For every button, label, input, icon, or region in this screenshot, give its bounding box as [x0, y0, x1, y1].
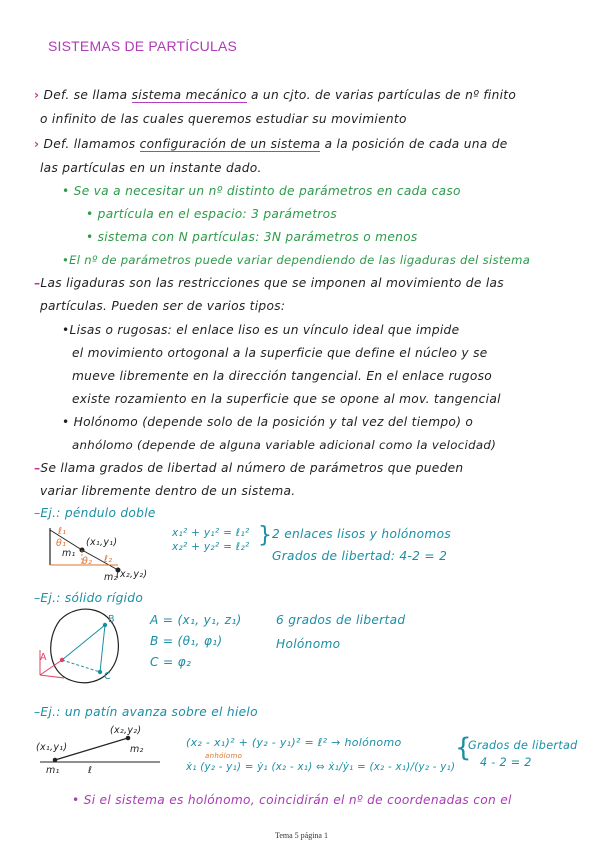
- term-sistema-mecanico: sistema mecánico: [131, 88, 247, 102]
- pendulo-label-theta1: θ₁: [56, 538, 67, 549]
- example-patin-heading: –Ej.: un patín avanza sobre el hielo: [34, 705, 258, 719]
- bullet-chevron: ›: [34, 88, 40, 102]
- patin-eq-anholomo: ẋ₁ (y₂ - y₁) = ẏ₁ (x₂ - x₁) ⇔ ẋ₁/ẏ₁ = (x₂ - x₁)/(y₂ - y₁): [186, 762, 456, 773]
- patin-eq-holonomo: (x₂ - x₁)² + (y₂ - y₁)² = ℓ² → holónomo: [186, 736, 402, 749]
- definition-sistema-mecanico-cont: o infinito de las cuales queremos estudiar su movimiento: [40, 112, 407, 126]
- paragraph-ligaduras-cont: partículas. Pueden ser de varios tipos:: [40, 299, 286, 313]
- patin-result-valor: 4 - 2 = 2: [480, 756, 532, 769]
- sub-bullet-ligaduras: •El nº de parámetros puede variar dependiendo de las ligaduras del sistema: [62, 253, 531, 267]
- term-configuracion: configuración de un sistema: [139, 137, 321, 151]
- sub-bullet-particula: • partícula en el espacio: 3 parámetros: [86, 207, 338, 221]
- ligadura-holonomo-2: anhólomo (depende de alguna variable adicional como la velocidad): [72, 438, 497, 452]
- pendulo-result-grados: Grados de libertad: 4-2 = 2: [272, 549, 448, 563]
- definition-configuracion: › Def. llamamos configuración de un sistema a la posición de cada una de: [34, 137, 508, 151]
- solido-coord-A: A = (x₁, y₁, z₁): [150, 613, 242, 627]
- sub-bullet-parametros: • Se va a necesitar un nº distinto de parámetros en cada caso: [62, 184, 461, 198]
- solido-label-C: C: [104, 671, 111, 682]
- solido-label-A: A: [40, 652, 47, 663]
- example-pendulo-heading: –Ej.: péndulo doble: [34, 506, 156, 520]
- paragraph-grados-libertad: –Se llama grados de libertad al número de parámetros que pueden: [34, 461, 464, 475]
- bullet-chevron: ›: [34, 137, 40, 151]
- paragraph-grados-libertad-cont: variar libremente dentro de un sistema.: [40, 484, 296, 498]
- patin-label-x1y1: (x₁,y₁): [36, 742, 68, 753]
- pendulo-label-x1y1: (x₁,y₁): [86, 537, 118, 548]
- definition-sistema-mecanico: › Def. se llama sistema mecánico a un cjto. de varias partículas de nº finito: [34, 88, 517, 102]
- pendulo-label-theta2: θ₂: [82, 556, 93, 567]
- patin-result-grados: Grados de libertad: [468, 739, 578, 752]
- paragraph-ligaduras: –Las ligaduras son las restricciones que se imponen al movimiento de las: [34, 276, 504, 290]
- sub-bullet-sistema-n: • sistema con N partículas: 3N parámetros o menos: [86, 230, 418, 244]
- pendulo-eq2: x₂² + y₂² = ℓ₂²: [172, 541, 250, 553]
- ligadura-lisas-3: mueve libremente en la dirección tangencial. En el enlace rugoso: [72, 369, 493, 383]
- page-title: SISTEMAS DE PARTÍCULAS: [48, 38, 238, 54]
- solido-coord-B: B = (θ₁, φ₁): [150, 634, 223, 648]
- pendulo-eq1: x₁² + y₁² = ℓ₁²: [172, 527, 250, 539]
- ligadura-lisas-1: •Lisas o rugosas: el enlace liso es un vínculo ideal que impide: [62, 323, 460, 337]
- solido-result-holonomo: Holónomo: [276, 637, 341, 651]
- solido-result-grados: 6 grados de libertad: [276, 613, 406, 627]
- pendulo-label-m2: m₂: [104, 572, 118, 583]
- solido-coord-C: C = φ₂: [150, 655, 192, 669]
- patin-tag-anholomo: anhólomo: [205, 752, 243, 760]
- pendulo-label-l2: ℓ₂: [104, 554, 113, 565]
- example-solido-heading: –Ej.: sólido rígido: [34, 591, 144, 605]
- patin-label-x2y2: (x₂,y₂): [110, 725, 142, 736]
- pendulo-label-m1: m₁: [62, 548, 76, 559]
- page-footer: Tema 5 página 1: [275, 831, 328, 840]
- ligadura-lisas-4: existe rozamiento en la superficie que se opone al mov. tangencial: [72, 392, 501, 406]
- final-bullet-holonomo: • Si el sistema es holónomo, coincidirán el nº de coordenadas con el: [72, 793, 512, 807]
- pendulo-result-enlaces: 2 enlaces lisos y holónomos: [272, 527, 451, 541]
- pendulo-label-l1: ℓ₁: [58, 526, 67, 537]
- patin-brace: {: [455, 733, 472, 763]
- patin-label-m1: m₁: [46, 765, 60, 776]
- pendulo-brace: }: [258, 523, 273, 548]
- pendulo-label-x2y2: (x₂,y₂): [116, 569, 148, 580]
- definition-configuracion-cont: las partículas en un instante dado.: [40, 161, 262, 175]
- ligadura-lisas-2: el movimiento ortogonal a la superficie que define el núcleo y se: [72, 346, 488, 360]
- solido-label-B: B: [108, 614, 115, 625]
- patin-label-m2: m₂: [130, 744, 144, 755]
- patin-label-l: ℓ: [88, 765, 93, 776]
- ligadura-holonomo-1: • Holónomo (depende solo de la posición y tal vez del tiempo) o: [62, 415, 474, 429]
